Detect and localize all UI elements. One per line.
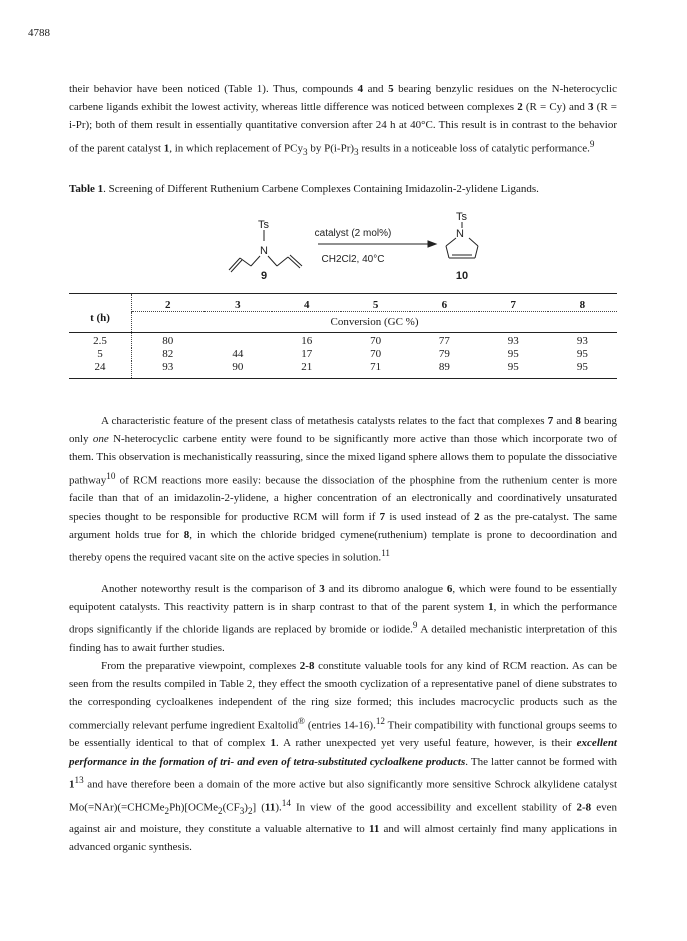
column-header: 8 (548, 294, 617, 312)
paragraph-dibromo-comparison: Another noteworthy result is the comparison of 3 and its dibromo analogue 6, which were found to be essentially equipotent catalysts. This reactivity pattern is in sharp contrast to that of the parent system 1, in which the performance drops significantly if the chloride ligands are replaced by bromide or iodide.$^9$ A detailed mechanistic interpretation of this finding has to await further studies. (69, 583, 617, 655)
value-cell: 80 (132, 333, 204, 349)
value-cell: 16 (272, 333, 341, 349)
value-cell: 71 (341, 361, 410, 379)
compound-10-label: 10 (455, 270, 469, 282)
column-header: 3 (204, 294, 273, 312)
time-column-header: t (h) (90, 311, 110, 324)
column-header: 6 (410, 294, 479, 312)
value-cell: 21 (272, 361, 341, 379)
value-cell: 93 (548, 333, 617, 349)
time-cell: 2.5 (69, 333, 132, 349)
value-cell (204, 333, 273, 349)
product-10-structure (446, 222, 478, 258)
time-cell: 5 (97, 348, 103, 360)
table-row-header-cell (69, 294, 132, 312)
tosyl-label-product: Ts (456, 211, 467, 223)
table-row (69, 333, 617, 349)
value-cell: 90 (204, 361, 273, 379)
value-cell: 95 (576, 348, 588, 360)
arrow-reagent-label: catalyst (2 mol%) (314, 228, 392, 239)
time-cell: 24 (69, 361, 132, 379)
value-cell: 93 (479, 333, 548, 349)
column-header: 2 (132, 294, 204, 312)
value-cell: 95 (548, 361, 617, 379)
value-cell: 82 (132, 348, 204, 361)
value-cell: 70 (341, 333, 410, 349)
value-cell: 70 (370, 348, 382, 360)
value-cell: 17 (301, 348, 313, 360)
column-header: 5 (341, 294, 410, 312)
value-cell: 79 (438, 348, 450, 360)
reaction-arrow (318, 241, 436, 247)
compound-9-label: 9 (260, 270, 268, 282)
paragraph-mixed-ligand-activity: A characteristic feature of the present class of metathesis catalysts relates to the fact that complexes 7 and 8 bearing only one N-heterocyclic carbene entity were found to be significantly more active than those which incorporate two of them. This observation is mechanistically reassuring, since the mixed ligand sphere allows them to populate the dissociative pathway$^{10}$ of RCM reactions more easily: because the dissociation of the phosphine from the ruthenium center is more facile than that of an imidazolin-2-ylidene, a higher concentration of an electronically and coordinatively unsaturated species thought to be responsible for productive RCM will form if 7 is used instead of 2 as the pre-catalyst. The same argument holds true for 8, in which the chloride bridged cymene(ruthenium) template is prone to decoordination and thereby opens the required vacant site on the active species in solution.$^{11}$ (69, 415, 618, 564)
arrow-conditions-label: CH2Cl2, 40°C (321, 254, 385, 265)
value-cell: 77 (410, 333, 479, 349)
page-number: 4788 (28, 27, 50, 39)
table-caption: Table 1. Screening of Different Ruthenium Carbene Complexes Containing Imidazolin-2-ylidene Ligands. (69, 183, 539, 195)
value-cell: 44 (232, 348, 244, 360)
paragraph-table1-discussion: their behavior have been noticed (Table 1). Thus, compounds 4 and 5 bearing benzylic residues on the N-heterocyclic carbene ligands exhibit the lowest activity, whereas little difference was noticed between complexes 2 (R = Cy) and 3 (R = i-Pr); both of them result in essentially quantitative conversion after 24 h at 40°C. This result is in contrast to the behavior of the parent catalyst 1, in which replacement of PCy$_3$ by $P(i-Pr)_3$ results in a noticeable loss of catalytic performance.$^9$ (69, 83, 617, 157)
value-cell: 89 (410, 361, 479, 379)
conversion-subheader: Conversion (GC %) (132, 312, 618, 333)
table-row (69, 361, 617, 379)
nitrogen-label-product: N (456, 228, 464, 240)
reaction-scheme (0, 200, 687, 295)
table-1 (69, 293, 617, 379)
paragraph-preparative-viewpoint: From the preparative viewpoint, complexes 2-8 constitute valuable tools for any kind of RCM reaction. As can be seen from the results compiled in Table 2, they effect the smooth cyclization of a representative panel of diene substrates to the corresponding cycloalkenes independent of the ring size formed; this includes macrocyclic products such as the commercially relevant perfume ingredient Exaltolid® (entries 14-16).$^{12}$ Their compatibility with functional groups seems to be essentially identical to that of complex 1. A rather unexpected yet very useful feature, however, is their excellent performance in the formation of tri- and even of tetra-substituted cycloalkene products. The latter cannot be formed with $1^{13}$ and have therefore been a domain of the more active but also significantly more sensitive Schrock alkylidene catalyst $Mo(=NAr)(=CHCMe_2Ph)[OCMe_2(CF_3)_2]$ (11).$^{14}$ In view of the good accessibility and excellent stability of 2-8 even against air and moisture, they constitute a valuable alternative to 11 and will almost certainly find many applications in advanced organic synthesis. (69, 660, 617, 853)
value-cell: 95 (479, 361, 548, 379)
value-cell: 93 (132, 361, 204, 379)
tosyl-label-substrate: Ts (258, 219, 269, 231)
nitrogen-label-substrate: N (260, 245, 268, 257)
value-cell: 95 (507, 348, 519, 360)
table-row (69, 348, 617, 361)
column-header: 7 (479, 294, 548, 312)
column-header: 4 (272, 294, 341, 312)
